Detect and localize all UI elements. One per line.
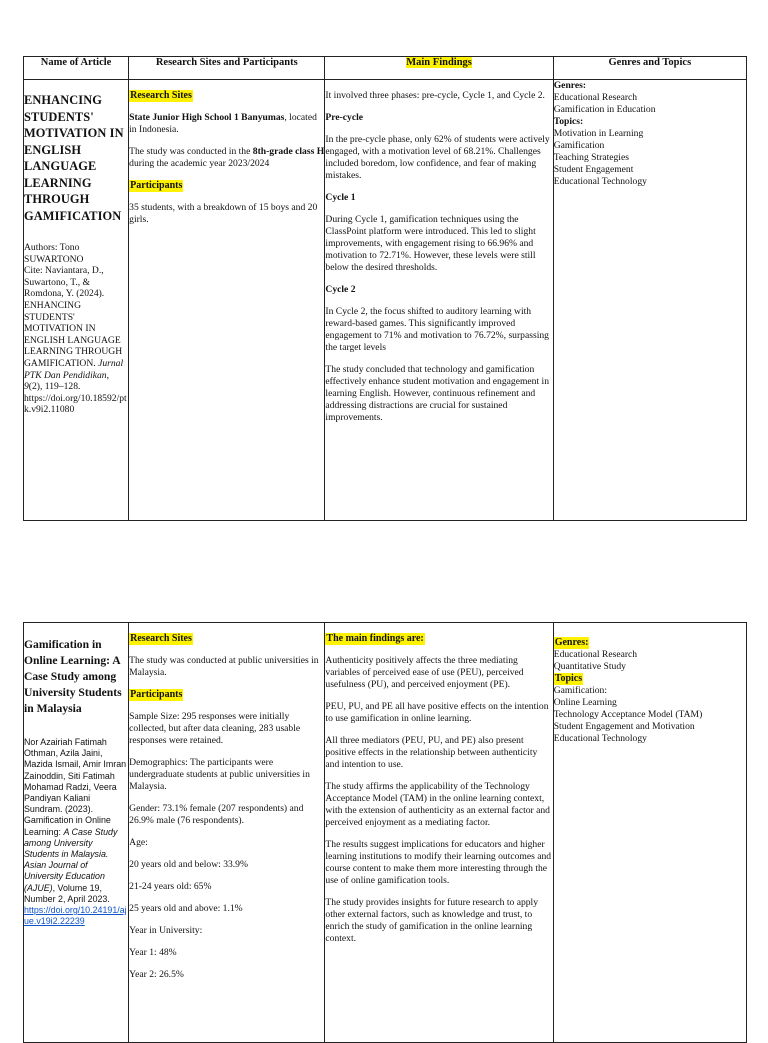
article-title: ENHANCING STUDENTS' MOTIVATION IN ENGLISH LANGUAGE LEARNING THROUGH GAMIFICATION <box>24 93 124 223</box>
topic-item: Gamification <box>553 140 605 151</box>
finding-item: The results suggest implications for educators and higher learning institutions to modify their learning outcomes and course content to make them more interesting through the use of online gamification tools. <box>325 839 552 886</box>
main-findings-cell <box>325 80 553 521</box>
topic-item: Educational Technology <box>553 733 647 744</box>
genre-item: Educational Research <box>553 649 638 660</box>
age-heading: Age: <box>129 837 148 848</box>
topic-item: Student Engagement and Motivation <box>553 721 695 732</box>
genres-label: Genres: <box>553 80 587 91</box>
finding-item: Authenticity positively affects the three mediating variables of perceived ease of use (PEU), perceived usefulness (PU), and perceived enjoyment (PE). <box>325 655 524 690</box>
main-findings-label: The main findings are: <box>326 633 424 644</box>
gender-text: Gender: 73.1% female (207 respondents) and 26.9% male (76 respondents). <box>129 803 304 826</box>
citation-doi-link[interactable]: https://doi.org/10.24191/ajue.v19i2.22239 <box>24 905 127 927</box>
article-citation <box>24 737 128 927</box>
findings-cycle2-text: In Cycle 2, the focus shifted to auditory learning with reward-based games. This significantly improved engagement to 71% and motivation to 76.72%, surpassing the target levels <box>325 306 549 353</box>
findings-cycle1-text: During Cycle 1, gamification techniques using the ClassPoint platform were introduced. This led to slight improvements, with engagement rising to 66.96% and motivation to 72.71%. However, these levels were still below the desired thresholds. <box>325 214 536 273</box>
findings-cycle2-heading: Cycle 2 <box>325 284 356 295</box>
topic-item: Teaching Strategies <box>553 152 629 163</box>
article-table-2 <box>23 622 747 1043</box>
participants-text: 35 students, with a breakdown of 15 boys and 20 girls. <box>129 202 318 225</box>
research-sites-cell <box>129 623 325 1043</box>
age-item: 21-24 years old: 65% <box>129 881 212 892</box>
header-main-findings <box>325 57 553 80</box>
article-authors: Authors: Tono SUWARTONO <box>24 242 84 265</box>
citation-doi[interactable]: https://doi.org/10.18592/ptk.v9i2.11080 <box>24 392 127 416</box>
article-title: Gamification in Online Learning: A Case Study among University Students in Malaysia <box>24 638 122 715</box>
finding-item: All three mediators (PEU, PU, and PE) also present positive effects in the relationship between authenticity and intention to use. <box>325 735 538 770</box>
article-citation: Authors: Tono SUWARTONO Cite: Naviantara, D., Suwartono, T., & Romdona, Y. (2024). ENHANCING STUDENTS' MOTIVATION IN ENGLISH LANGUAGE LEARNING THROUGH GAMIFICATION. Jurnal PTK Dan Pendidikan, 9(2), 119–128. https://doi.org/10.18592/ptk.v9i2.11080 <box>24 242 127 416</box>
citation-issue-pages: (2), 119–128. <box>28 381 81 393</box>
year-heading: Year in University: <box>129 925 203 936</box>
findings-conclusion: The study concluded that technology and gamification effectively enhance student motivation and engagement in learning English. However, continuous refinement and addressing distractions are crucial for sustained improvements. <box>325 364 550 423</box>
finding-item: PEU, PU, and PE all have positive effects on the intention to use gamification in online learning. <box>325 701 549 724</box>
table-row <box>24 623 747 1043</box>
year-item: Year 2: 26.5% <box>129 969 184 980</box>
citation-volume: 9 <box>24 381 29 393</box>
genres-topics-cell <box>553 623 746 1043</box>
citation-authors: Nor Azairiah Fatimah Othman, Azila Jaini, Mazida Ismail, Amir Imran Zainoddin, Siti Fatimah Mohamad Radzi, Veera Pandiyan Kaliani Sundram. (2023). Gamification in Online Learning: <box>24 737 127 837</box>
genres-topics-cell <box>553 80 746 521</box>
conducted-class: 8th-grade class H <box>252 146 325 157</box>
genres-label: Genres: <box>554 637 589 648</box>
findings-cycle1-heading: Cycle 1 <box>325 192 356 203</box>
header-name-of-article: Name of Article <box>24 57 129 80</box>
citation-volume: , Volume 19, Number 2, April 2023. <box>24 882 110 904</box>
genre-item: Quantitative Study <box>553 661 626 672</box>
conducted-text-b: during the academic year 2023/2024 <box>129 158 270 169</box>
citation-text: Cite: Naviantara, D., Suwartono, T., & Romdona, Y. (2024). ENHANCING STUDENTS' MOTIVATION IN ENGLISH LANGUAGE LEARNING THROUGH GAMIFICATION. <box>24 265 123 369</box>
header-main-findings-label: Main Findings <box>406 57 472 68</box>
school-location: , located in Indonesia. <box>129 112 317 135</box>
genre-item: Gamification in Education <box>553 104 656 115</box>
header-research-sites: Research Sites and Participants <box>129 57 325 80</box>
header-genres-topics: Genres and Topics <box>553 57 746 80</box>
topics-label: Topics <box>554 673 583 684</box>
citation-journal: A Case Study among University Students in Malaysia. Asian Journal of University Education (AJUE) <box>24 826 118 893</box>
age-item: 20 years old and below: 33.9% <box>129 859 248 870</box>
citation-journal: Jurnal PTK Dan Pendidikan <box>24 357 124 381</box>
article-name-cell <box>24 80 129 521</box>
school-name: State Junior High School 1 Banyumas <box>129 112 285 123</box>
research-sites-label: Research Sites <box>130 90 192 101</box>
findings-intro: It involved three phases: pre-cycle, Cycle 1, and Cycle 2. <box>325 90 545 101</box>
article-name-cell <box>24 623 129 1043</box>
topic-item: Technology Acceptance Model (TAM) <box>553 709 703 720</box>
topic-item: Student Engagement <box>553 164 634 175</box>
age-item: 25 years old and above: 1.1% <box>129 903 243 914</box>
article-table-1 <box>23 56 747 521</box>
finding-item: The study affirms the applicability of the Technology Acceptance Model (TAM) in the online learning context, with the extension of authenticity as an external factor and perceived enjoyment as a mediating factor. <box>325 781 550 828</box>
topic-item: Gamification: <box>553 685 607 696</box>
main-findings-cell <box>325 623 553 1043</box>
finding-item: The study provides insights for future research to apply other external factors, such as knowledge and trust, to enrich the study of gamification in the online learning context. <box>325 897 539 944</box>
table-row <box>24 80 747 521</box>
participants-label: Participants <box>130 180 183 191</box>
year-item: Year 1: 48% <box>129 947 177 958</box>
topic-item: Motivation in Learning <box>553 128 644 139</box>
topic-item: Online Learning <box>553 697 617 708</box>
topic-item: Educational Technology <box>553 176 647 187</box>
table-header-row <box>24 57 747 80</box>
sites-text: The study was conducted at public universities in Malaysia. <box>129 655 319 678</box>
research-sites-cell <box>129 80 325 521</box>
topics-label: Topics: <box>553 116 584 127</box>
findings-precycle-text: In the pre-cycle phase, only 62% of students were actively engaged, with a motivation level of 68.21%. Challenges included boredom, low confidence, and fear of making mistakes. <box>325 134 550 181</box>
genre-item: Educational Research <box>553 92 638 103</box>
sample-size-text: Sample Size: 295 responses were initially collected, but after data cleaning, 283 usable responses were retained. <box>129 711 301 746</box>
findings-precycle-heading: Pre-cycle <box>325 112 364 123</box>
demographics-text: Demographics: The participants were undergraduate students at public universities in Malaysia. <box>129 757 310 792</box>
conducted-text-a: The study was conducted in the <box>129 146 253 157</box>
research-sites-label: Research Sites <box>130 633 192 644</box>
participants-label: Participants <box>130 689 183 700</box>
